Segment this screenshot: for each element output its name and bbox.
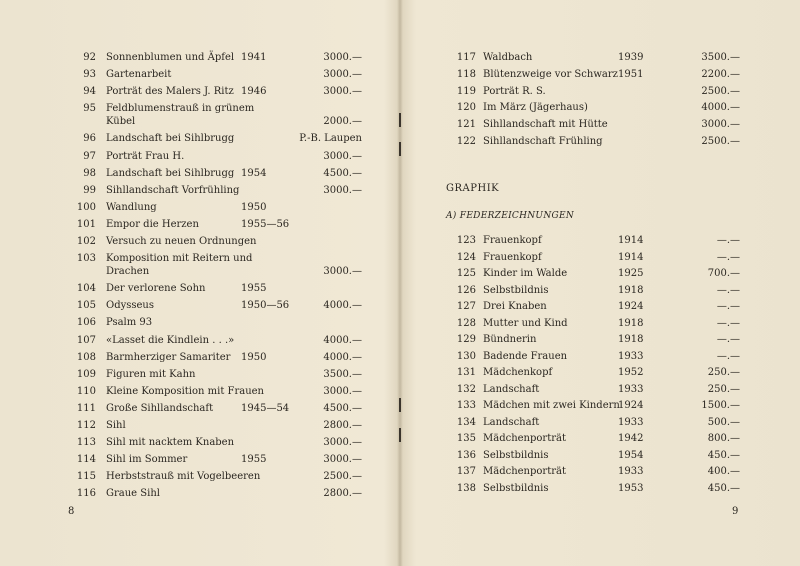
entry-number: 109 <box>76 368 96 380</box>
entry-number: 95 <box>83 103 96 115</box>
entry-price: 3000.— <box>323 454 362 466</box>
entry-year: 1954 <box>618 449 644 461</box>
entry-price: 450.— <box>707 449 740 461</box>
entry-year: 1950—56 <box>241 300 290 312</box>
entry-title: Sonnenblumen und Äpfel <box>106 52 235 63</box>
entry-year: 1933 <box>618 383 644 395</box>
entry-number: 99 <box>83 184 96 196</box>
entry-title: «Lasset die Kindlein . . .» <box>106 334 235 346</box>
entry-title: Versuch zu neuen Ordnungen <box>106 236 257 247</box>
entry-number: 127 <box>456 301 476 312</box>
entry-year: 1951 <box>618 68 644 80</box>
subsection-title: A) FEDERZEICHNUNGEN <box>446 211 575 221</box>
entry-title-continued: Kübel <box>106 116 136 128</box>
entry-price: —.— <box>716 334 740 345</box>
entry-number: 112 <box>76 420 96 431</box>
entry-year: 1945—54 <box>241 402 290 414</box>
entry-number: 119 <box>456 85 476 97</box>
entry-number: 125 <box>456 268 476 279</box>
margin-mark <box>399 113 401 127</box>
entry-title: Mädchenkopf <box>483 367 553 378</box>
entry-title: Porträt des Malers J. Ritz <box>106 86 234 98</box>
entry-price: 2000.— <box>323 116 362 128</box>
entry-price: 2500.— <box>701 85 740 97</box>
entry-price: 2500.— <box>701 136 740 147</box>
entry-year: 1914 <box>618 235 644 246</box>
entry-price: —.— <box>716 301 740 312</box>
entry-number: 115 <box>76 471 96 483</box>
entry-title: Große Sihllandschaft <box>106 402 214 414</box>
margin-mark <box>399 428 401 442</box>
entry-title: Sihllandschaft mit Hütte <box>483 119 608 131</box>
entry-number: 113 <box>76 437 96 449</box>
entry-number: 106 <box>76 317 96 329</box>
entry-title: Badende Frauen <box>483 350 568 362</box>
entry-title: Herbststrauß mit Vogelbeeren <box>106 471 261 483</box>
entry-price: 3500.— <box>323 368 362 380</box>
entry-title: Selbstbildnis <box>483 284 549 296</box>
entry-title: Blütenzweige vor Schwarz <box>483 68 618 80</box>
entry-title: Mutter und Kind <box>483 317 568 329</box>
entry-year: 1933 <box>618 350 644 362</box>
entry-price: 4000.— <box>323 334 362 346</box>
entry-price: 3000.— <box>323 52 362 63</box>
entry-price: 2200.— <box>701 68 740 80</box>
entry-title: Landschaft bei Sihlbrugg <box>106 167 235 179</box>
entry-price: 4000.— <box>701 102 740 114</box>
entry-year: 1925 <box>618 268 644 279</box>
entry-price: 2800.— <box>323 488 362 500</box>
entry-number: 97 <box>83 150 96 162</box>
right-page <box>402 0 800 566</box>
entry-title: Odysseus <box>106 300 155 312</box>
entry-year: 1946 <box>241 86 267 98</box>
entry-price: 3000.— <box>323 150 362 162</box>
entry-price: —.— <box>716 284 740 296</box>
entry-price: 2500.— <box>323 471 362 483</box>
entry-number: 136 <box>456 449 476 461</box>
entry-title: Selbstbildnis <box>483 482 549 494</box>
entry-number: 117 <box>456 52 476 63</box>
page-number: 9 <box>732 506 739 517</box>
margin-mark <box>399 142 401 156</box>
entry-price: 500.— <box>707 416 740 428</box>
entry-year: 1939 <box>618 52 644 63</box>
entry-title: Mädchenporträt <box>483 433 566 444</box>
entry-price: 250.— <box>707 367 740 378</box>
entry-year: 1950 <box>241 351 267 363</box>
entry-number: 103 <box>76 253 96 265</box>
entry-price: 450.— <box>707 482 740 494</box>
entry-number: 116 <box>76 488 96 500</box>
entry-price: 700.— <box>707 268 740 279</box>
entry-number: 114 <box>76 454 96 466</box>
entry-title: Porträt R. S. <box>483 85 546 97</box>
entry-title: Sihllandschaft Frühling <box>483 136 603 147</box>
entry-number: 128 <box>456 317 476 329</box>
entry-title: Wandlung <box>106 201 157 213</box>
entry-number: 100 <box>76 201 96 213</box>
entry-price: 3000.— <box>323 184 362 196</box>
entry-title: Graue Sihl <box>106 488 160 500</box>
entry-title: Barmherziger Samariter <box>106 351 231 363</box>
entry-number: 138 <box>456 482 476 494</box>
section-title: GRAPHIK <box>446 183 500 194</box>
entry-title: Drei Knaben <box>483 301 547 312</box>
entry-number: 120 <box>456 102 476 114</box>
entry-year: 1924 <box>618 400 644 411</box>
entry-price: 3000.— <box>701 119 740 131</box>
entry-price: —.— <box>716 350 740 362</box>
entry-price: 400.— <box>707 466 740 477</box>
entry-title: Der verlorene Sohn <box>106 283 206 295</box>
entry-year: 1952 <box>618 367 644 378</box>
entry-year: 1955 <box>241 454 267 466</box>
entry-number: 93 <box>83 69 96 81</box>
entry-title: Sihllandschaft Vorfrühling <box>106 184 240 196</box>
entry-price: 3000.— <box>323 69 362 81</box>
entry-year: 1942 <box>618 433 644 444</box>
entry-price: 3000.— <box>323 385 362 397</box>
entry-title: Sihl im Sommer <box>106 454 188 466</box>
entry-number: 126 <box>456 284 476 296</box>
entry-title: Bündnerin <box>483 334 537 345</box>
entry-title: Empor die Herzen <box>106 218 199 230</box>
entry-price: 250.— <box>707 383 740 395</box>
entry-number: 134 <box>456 416 476 428</box>
page-number: 8 <box>68 506 75 517</box>
entry-year: 1914 <box>618 251 644 263</box>
entry-year: 1941 <box>241 52 267 63</box>
entry-number: 135 <box>456 433 476 444</box>
entry-price: P.-B. Laupen <box>299 133 362 145</box>
entry-title: Landschaft bei Sihlbrugg <box>106 133 235 145</box>
entry-price: —.— <box>716 251 740 263</box>
entry-price: 3000.— <box>323 86 362 98</box>
entry-title: Komposition mit Reitern und <box>106 253 253 265</box>
entry-price: 4500.— <box>323 167 362 179</box>
entry-price: 4000.— <box>323 300 362 312</box>
entry-price: 2800.— <box>323 420 362 431</box>
entry-title: Porträt Frau H. <box>106 150 185 162</box>
entry-number: 129 <box>456 334 476 345</box>
entry-number: 110 <box>76 385 96 397</box>
entry-number: 118 <box>456 68 476 80</box>
entry-number: 122 <box>456 136 476 147</box>
entry-number: 101 <box>76 218 96 230</box>
entry-title: Feldblumenstrauß in grünem <box>106 103 255 115</box>
entry-title: Figuren mit Kahn <box>106 368 196 380</box>
entry-number: 102 <box>76 236 96 247</box>
entry-title: Landschaft <box>483 416 540 428</box>
entry-year: 1954 <box>241 167 267 179</box>
entry-price: 4000.— <box>323 351 362 363</box>
entry-price: 4500.— <box>323 402 362 414</box>
entry-number: 94 <box>83 86 96 98</box>
entry-number: 107 <box>76 334 96 346</box>
entry-year: 1933 <box>618 416 644 428</box>
entry-title: Sihl mit nacktem Knaben <box>106 437 235 449</box>
entry-year: 1924 <box>618 301 644 312</box>
entry-year: 1955—56 <box>241 218 290 230</box>
entry-number: 123 <box>456 235 476 246</box>
entry-title: Landschaft <box>483 383 540 395</box>
entry-number: 133 <box>456 400 476 411</box>
entry-number: 137 <box>456 466 476 477</box>
entry-number: 98 <box>83 167 96 179</box>
entry-price: 800.— <box>707 433 740 444</box>
entry-number: 92 <box>83 52 96 63</box>
entry-title: Mädchen mit zwei Kindern <box>483 400 620 411</box>
entry-price: 3000.— <box>323 266 362 278</box>
left-page <box>0 0 398 566</box>
entry-title: Frauenkopf <box>483 251 542 263</box>
entry-year: 1918 <box>618 317 644 329</box>
entry-number: 96 <box>83 133 96 145</box>
entry-price: —.— <box>716 317 740 329</box>
entry-year: 1918 <box>618 284 644 296</box>
entry-title: Kleine Komposition mit Frauen <box>106 385 264 397</box>
entry-number: 132 <box>456 383 476 395</box>
entry-title: Im März (Jägerhaus) <box>483 102 588 114</box>
entry-title: Sihl <box>106 420 126 431</box>
entry-year: 1918 <box>618 334 644 345</box>
entry-title: Kinder im Walde <box>483 268 568 279</box>
entry-year: 1950 <box>241 201 267 213</box>
entry-price: 3500.— <box>701 52 740 63</box>
entry-number: 104 <box>76 283 96 295</box>
entry-price: —.— <box>716 235 740 246</box>
entry-title: Mädchenporträt <box>483 466 566 477</box>
entry-number: 130 <box>456 350 476 362</box>
entry-price: 3000.— <box>323 437 362 449</box>
entry-title: Gartenarbeit <box>106 69 172 81</box>
entry-year: 1953 <box>618 482 644 494</box>
entry-price: 1500.— <box>701 400 740 411</box>
entry-title: Selbstbildnis <box>483 449 549 461</box>
margin-mark <box>399 398 401 412</box>
entry-number: 111 <box>76 402 96 414</box>
entry-title-continued: Drachen <box>106 266 150 278</box>
entry-year: 1933 <box>618 466 644 477</box>
entry-title: Waldbach <box>483 52 533 63</box>
entry-title: Frauenkopf <box>483 235 542 246</box>
entry-number: 131 <box>456 367 476 378</box>
entry-number: 121 <box>456 119 476 131</box>
entry-title: Psalm 93 <box>106 317 153 329</box>
entry-number: 105 <box>76 300 96 312</box>
entry-number: 108 <box>76 351 96 363</box>
entry-year: 1955 <box>241 283 267 295</box>
entry-number: 124 <box>456 251 476 263</box>
